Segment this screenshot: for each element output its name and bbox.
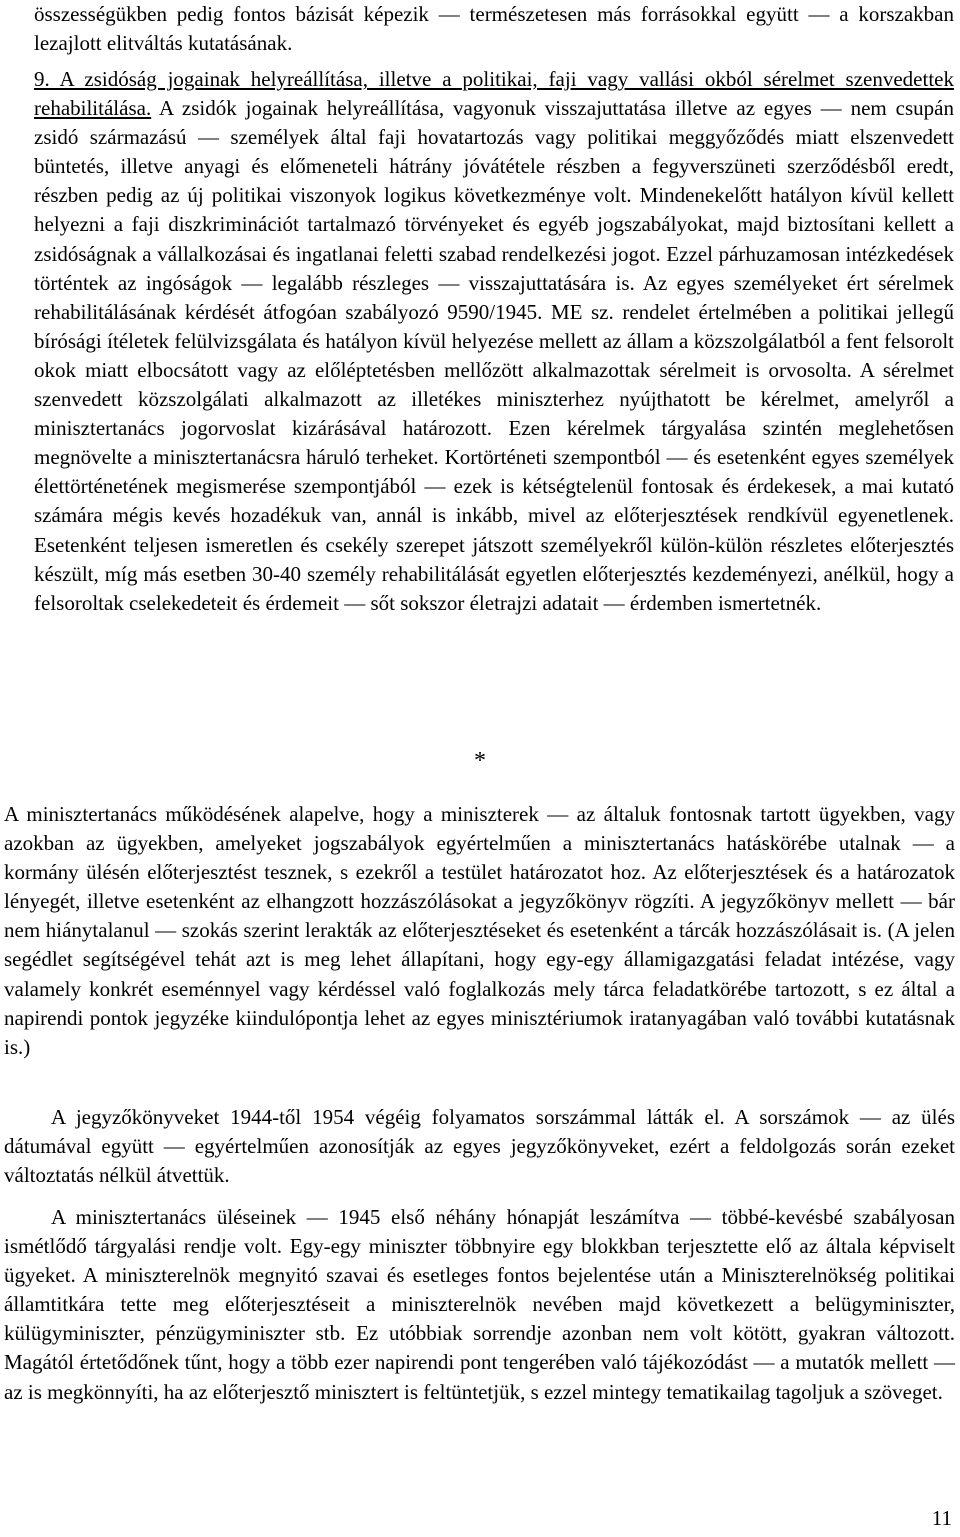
intro-continuation: összességükben pedig fontos bázisát képezik — természetesen más forrásokkal együtt — a korszakban lezajlott elitváltás kutatásának. <box>34 2 954 56</box>
item-9-body: A zsidók jogainak helyreállítása, vagyonuk visszajuttatása illetve az egyes — nem csupán zsidó származású — személyek által faji hovatartozás vagy politikai meggyőződés miatt elszenvedett büntetés, illetve anyagi és előmeneteli hátrány jóvátétele részben a fegyverszüneti szerződésből eredt, részben pedig az új politikai viszonyok logikus következménye volt. Mindenekelőtt hatályon kívül kellett helyezni a faji diszkriminációt tartalmazó törvényeket és egyéb jogszabályokat, majd biztosítani kellett a zsidóságnak a vállalkozásai és ingatlanai feletti szabad rendelkezési jogot. Ezzel párhuzamosan intézkedések történtek az ingóságok — legalább részleges — visszajuttatására is. Az egyes személyeket ért sérelmek rehabilitálásának kérdését átfogóan szabályozó 9590/1945. ME sz. rendelet értelmében a politikai jellegű bírósági ítéletek felülvizsgálata és hatályon kívül helyezése mellett az állam a közszolgálatból a fent felsorolt okok miatt elbocsátott vagy az előléptetésben mellőzött alkalmazottak sérelmeit is orvosolta. A sérelmet szenvedett közszolgálati alkalmazott az illetékes miniszterhez nyújthatott be kérelmet, amelyről a minisztertanács jogorvoslat kizárásával határozott. Ezen kérelmek tárgyalása szintén meglehetősen megnövelte a minisztertanácsra háruló terheket. Kortörténeti szempontból — és esetenként egyes személyek élettörténetének megismerése szempontjából — ezek is kétségtelenül fontosak és érdekesek, a mai kutató számára mégis kevés hozadékuk van, annál is inkább, mivel az előterjesztések rendkívül egyenetlenek. Esetenként teljesen ismeretlen és csekély szerepet játszott személyekről külön-külön részletes előterjesztés készült, míg más esetben 30-40 személy rehabilitálását egyetlen előterjesztés kezdeményezi, anélkül, hogy a felsoroltak cselekedeteit és érdemeit — sőt sokszor életrajzi adatait — érdemben ismertetnék. <box>34 96 954 615</box>
page-number: 11 <box>931 1506 952 1530</box>
paragraph-minutes-numbering: A jegyzőkönyveket 1944-től 1954 végéig folyamatos sorszámmal látták el. A sorszámok — az ülés dátumával együtt — egyértelműen azonosítják az egyes jegyzőkönyveket, ezért a feldolgozás során ezeket változtatás nélkül átvettük. <box>4 1105 955 1188</box>
item-9-paragraph <box>34 65 954 618</box>
item-9-heading: 9. A zsidóság jogainak helyreállítása, illetve a politikai, faji vagy vallási okból sérelmet szenvedettek rehabilitálása. <box>34 67 954 121</box>
section-separator: * <box>474 748 486 774</box>
paragraph-meeting-order: A minisztertanács üléseinek — 1945 első néhány hónapját leszámítva — többé-kevésbé szabályosan ismétlődő tárgyalási rendje volt. Egy-egy miniszter többnyire egy blokkban terjesztette elő az általa képviselt ügyeket. A miniszterelnök megnyitó szavai és esetleges fontos bejelentése után a Miniszterelnökség politikai államtitkára tette meg előterjesztéseit a miniszterelnök nevében majd következett a belügyminiszter, külügyminiszter, pénzügyminiszter stb. Ez utóbbiak sorrendje azonban nem volt kötött, gyakran változott. Magától értetődőnek tűnt, hogy a több ezer napirendi pont tengerében való tájékozódást — a mutatók mellett — az is megkönnyíti, ha az előterjesztő minisztert is feltüntetjük, s ezzel mintegy tematikailag tagoljuk a szöveget. <box>4 1205 955 1404</box>
paragraph-council-principle: A minisztertanács működésének alapelve, hogy a miniszterek — az általuk fontosnak tartott ügyekben, vagy azokban az ügyekben, amelyeket jogszabályok egyértelműen a minisztertanács hatáskörébe utalnak — a kormány ülésén előterjesztést tesznek, s ezekről a testület határozatot hoz. Az előterjesztések és a határozatok lényegét, illetve esetenként az elhangzott hozzászólásokat a jegyzőkönyv rögzíti. A jegyzőkönyv mellett — bár nem hiánytalanul — szokás szerint lerakták az előterjesztéseket és esetenként a tárcák hozzászólásait is. (A jelen segédlet segítségével tehát azt is meg lehet állapítani, hogy egy-egy államigazgatási feladat intézése, vagy valamely konkrét eseménnyel vagy kérdéssel való foglalkozás mely tárca feladatkörébe tartozott, s ez által a napirendi pontok jegyzéke kiindulópontja lehet az egyes minisztériumok iratanyagában való további kutatásnak is.) <box>4 802 955 1059</box>
